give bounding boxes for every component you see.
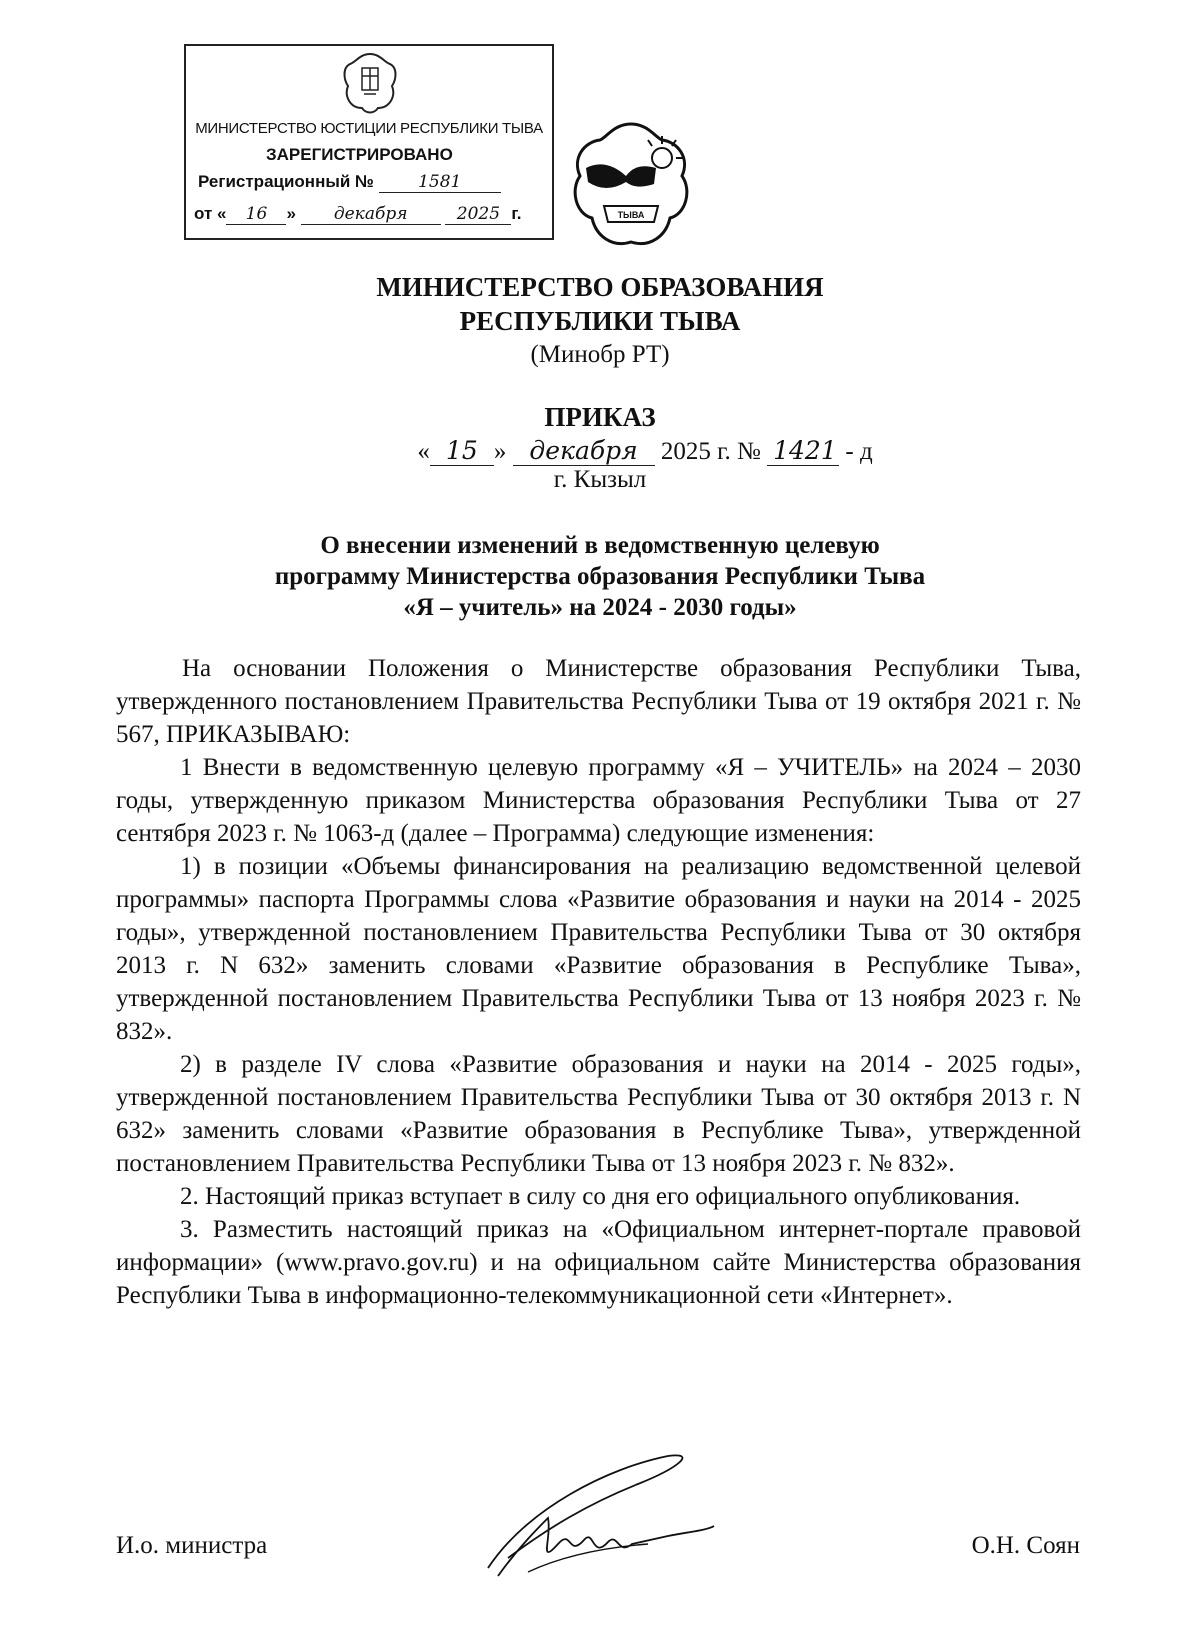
signatory-name: О.Н. Соян <box>971 1532 1080 1559</box>
stamp-reg-label: Регистрационный № <box>198 172 374 191</box>
stamp-date-suffix: г. <box>511 204 522 223</box>
stamp-status: ЗАРЕГИСТРИРОВАНО <box>266 145 453 164</box>
ministry-short-name: (Минобр РТ) <box>530 341 670 368</box>
order-day: 15 <box>430 436 494 466</box>
ministry-name <box>0 270 1200 338</box>
paragraph-subitem-1: 1) в позиции «Объемы финансирования на реализацию ведомственной целевой программы» паспорта Программы слова «Развитие образования и науки на 2014 - 2025 годы», утвержденной постановлением Правительства Республики Тыва от 30 октября 2013 г. N 632» заменить словами «Развитие образования в Республике Тыва», утвержденной постановлением Правительства Республики Тыва от 13 ноября 2023 г. № 832». <box>116 853 1081 1045</box>
paragraph-item-1: 1 Внести в ведомственную целевую программу «Я – УЧИТЕЛЬ» на 2024 – 2030 годы, утвержденную приказом Министерства образования Республики Тыва от 27 сентября 2023 г. № 1063-д (далее – Программа) следующие изменения: <box>116 754 1081 847</box>
title-line-2: программу Министерства образования Республики Тыва <box>274 563 926 590</box>
document-body <box>116 652 1081 1312</box>
handwritten-signature <box>468 1448 718 1588</box>
stamp-emblem-icon <box>340 50 400 116</box>
title-line-3: «Я – учитель» на 2024 - 2030 годы» <box>403 594 797 621</box>
stamp-date-year: 2025 <box>445 204 511 225</box>
stamp-date-day: 16 <box>226 204 286 225</box>
document-title <box>0 530 1200 623</box>
signatory-role: И.о. министра <box>116 1532 268 1559</box>
order-close-quote: » <box>493 438 507 465</box>
city: г. Кызыл <box>553 466 647 493</box>
order-title: ПРИКАЗ <box>544 402 656 432</box>
ministry-line-1: МИНИСТЕРСТВО ОБРАЗОВАНИЯ <box>376 272 824 302</box>
paragraph-subitem-2: 2) в разделе IV слова «Развитие образования и науки на 2014 - 2025 годы», утвержденной постановлением Правительства Республики Тыва от 30 октября 2013 г. N 632» заменить словами «Развитие образования в Республике Тыва», утвержденной постановлением Правительства Республики Тыва от 13 ноября 2023 г. № 832». <box>116 1051 1081 1177</box>
paragraph-item-3: 3. Разместить настоящий приказ на «Официальном интернет-портале правовой информации» (www.pravo.gov.ru) и на официальном сайте Министерства образования Республики Тыва в информационно-телекоммуникационной сети «Интернет». <box>116 1216 1081 1309</box>
stamp-date-month: декабря <box>301 204 441 225</box>
order-suffix: - д <box>845 438 873 465</box>
stamp-date-prefix: от « <box>194 204 227 223</box>
stamp-date <box>194 204 522 225</box>
stamp-registration-number <box>198 172 501 193</box>
registration-stamp <box>184 44 554 240</box>
order-year-text: 2025 г. № <box>660 438 761 465</box>
stamp-reg-number-value: 1581 <box>379 172 501 193</box>
order-date-number <box>90 436 1200 466</box>
ministry-line-2: РЕСПУБЛИКИ ТЫВА <box>459 306 741 336</box>
order-number: 1421 <box>767 436 839 466</box>
coat-of-arms-icon <box>566 118 696 258</box>
coat-of-arms-text: ТЫВА <box>617 210 645 220</box>
stamp-date-mid: » <box>286 204 296 223</box>
paragraph-item-2: 2. Настоящий приказ вступает в силу со дня его официального опубликования. <box>180 1183 1021 1210</box>
stamp-ministry-name: МИНИСТЕРСТВО ЮСТИЦИИ РЕСПУБЛИКИ ТЫВА <box>195 120 543 137</box>
paragraph-basis: На основании Положения о Министерстве образования Республики Тыва, утвержденного постановлением Правительства Республики Тыва от 19 октября 2021 г. № 567, ПРИКАЗЫВАЮ: <box>116 655 1081 748</box>
order-open-quote: « <box>417 438 430 465</box>
order-month: декабря <box>513 436 655 466</box>
title-line-1: О внесении изменений в ведомственную целевую <box>320 532 880 559</box>
